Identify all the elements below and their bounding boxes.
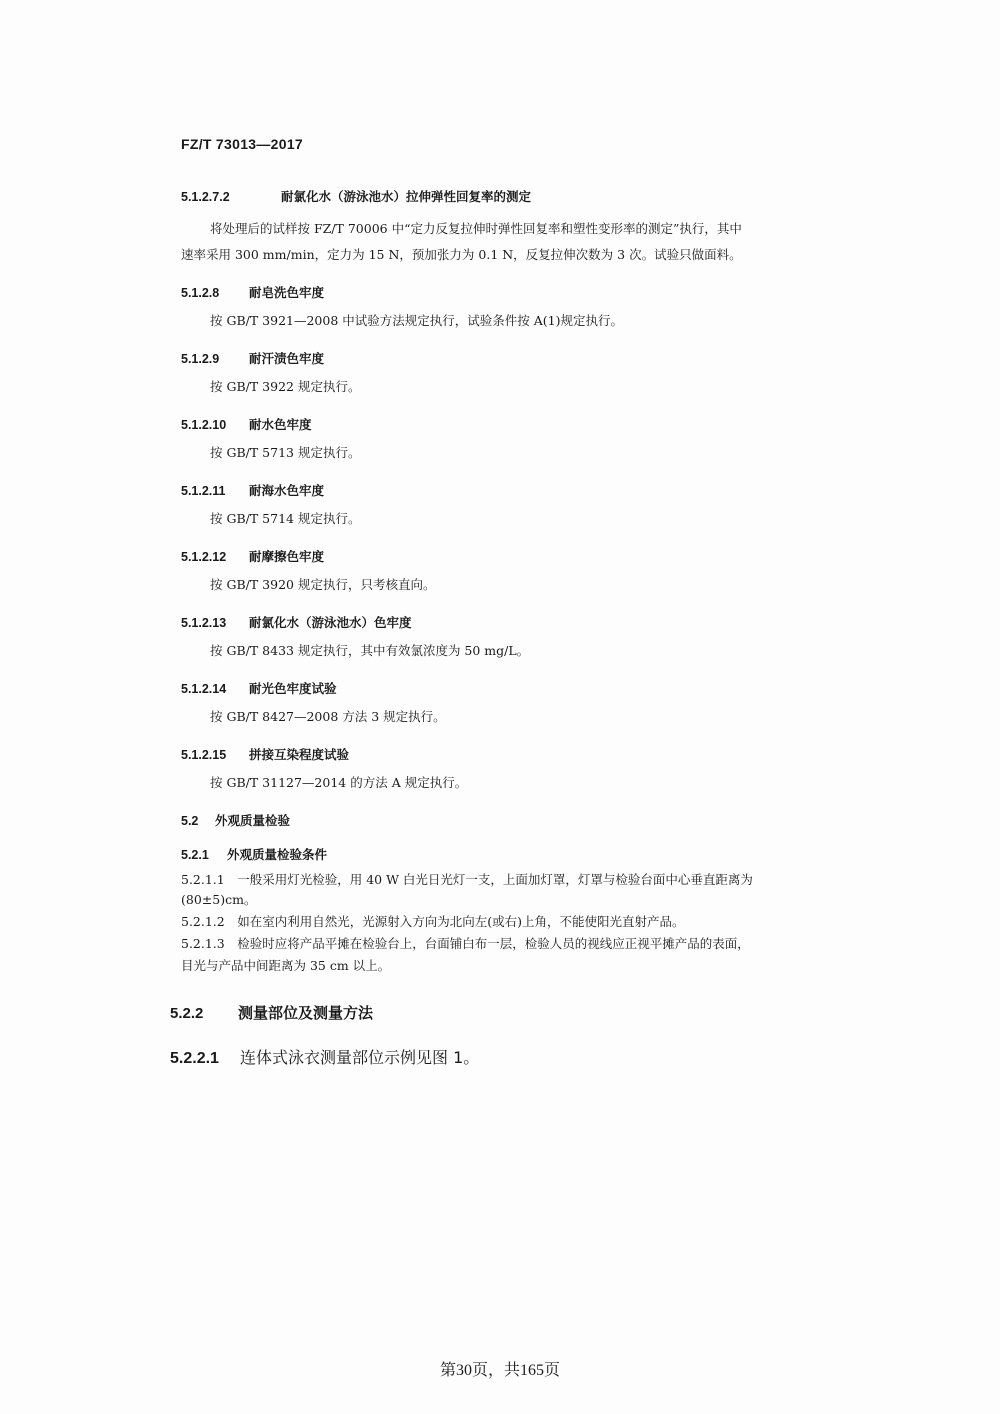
section-heading bbox=[181, 811, 290, 829]
paragraph: 按 GB/T 3920 规定执行，只考核直向。 bbox=[210, 577, 436, 592]
section-number: 5.1.2.8 bbox=[181, 286, 220, 300]
section-title: 耐摩擦色牢度 bbox=[249, 549, 325, 564]
paragraph: 按 GB/T 3921—2008 中试验方法规定执行，试验条件按 A(1)规定执行。 bbox=[210, 313, 623, 328]
section-number: 5.2 bbox=[181, 814, 199, 828]
section-title: 耐氯化水（游泳池水）拉伸弹性回复率的测定 bbox=[281, 189, 532, 204]
clause-line: 目光与产品中间距离为 35 cm 以上。 bbox=[181, 958, 391, 973]
section-title: 耐皂洗色牢度 bbox=[249, 285, 325, 300]
section-title: 耐光色牢度试验 bbox=[249, 681, 337, 696]
section-heading bbox=[181, 547, 324, 565]
clause-line: 5.2.1.2 如在室内利用自然光，光源射入方向为北向左(或右)上角，不能使阳光直射产品。 bbox=[181, 914, 685, 929]
paragraph: 按 GB/T 5713 规定执行。 bbox=[210, 445, 361, 460]
section-heading bbox=[181, 845, 327, 863]
clause-line: 5.2.1.3 检验时应将产品平摊在检验台上，台面铺白布一层，检验人员的视线应正视平摊产品的表面， bbox=[181, 936, 750, 951]
section-title: 耐水色牢度 bbox=[249, 417, 312, 432]
section-heading bbox=[181, 481, 324, 499]
subsection-heading bbox=[170, 1045, 479, 1068]
standard-code: FZ/T 73013—2017 bbox=[181, 136, 304, 152]
section-title: 拼接互染程度试验 bbox=[249, 747, 350, 762]
section-number: 5.1.2.15 bbox=[181, 748, 227, 762]
section-number: 5.1.2.14 bbox=[181, 682, 227, 696]
clause-line: (80±5)cm。 bbox=[181, 892, 257, 907]
paragraph: 按 GB/T 8433 规定执行，其中有效氯浓度为 50 mg/L。 bbox=[210, 643, 530, 658]
section-title: 耐汗渍色牢度 bbox=[249, 351, 325, 366]
paragraph: 按 GB/T 5714 规定执行。 bbox=[210, 511, 361, 526]
paragraph: 按 GB/T 3922 规定执行。 bbox=[210, 379, 361, 394]
paragraph: 按 GB/T 31127—2014 的方法 A 规定执行。 bbox=[210, 775, 468, 790]
section-heading bbox=[181, 679, 337, 697]
section-number: 5.1.2.10 bbox=[181, 418, 227, 432]
section-number: 5.2.1 bbox=[181, 848, 209, 862]
section-number: 5.1.2.12 bbox=[181, 550, 227, 564]
page-footer: 第30页，共165页 bbox=[439, 1362, 560, 1379]
section-heading bbox=[181, 187, 531, 205]
section-heading bbox=[181, 349, 324, 367]
paragraph: 按 GB/T 8427—2008 方法 3 规定执行。 bbox=[210, 709, 446, 724]
clause-line: 5.2.1.1 一般采用灯光检验，用 40 W 白光日光灯一支，上面加灯罩，灯罩与检验台面中心垂直距离为 bbox=[181, 872, 753, 887]
subsection-number: 5.2.2 bbox=[170, 1005, 204, 1022]
paragraph: 速率采用 300 mm/min，定力为 15 N，预加张力为 0.1 N，反复拉伸次数为 3 次。试验只做面料。 bbox=[181, 247, 742, 262]
section-title: 耐海水色牢度 bbox=[249, 483, 325, 498]
section-heading bbox=[181, 613, 412, 631]
section-title: 外观质量检验条件 bbox=[227, 847, 328, 862]
subsection-number: 5.2.2.1 bbox=[170, 1050, 219, 1067]
section-number: 5.1.2.11 bbox=[181, 484, 226, 498]
section-heading bbox=[181, 745, 349, 763]
section-number: 5.1.2.13 bbox=[181, 616, 227, 630]
section-title: 外观质量检验 bbox=[215, 813, 291, 828]
subsection-title: 测量部位及测量方法 bbox=[238, 1004, 374, 1022]
section-number: 5.1.2.7.2 bbox=[181, 190, 230, 204]
subsection-title: 连体式泳衣测量部位示例见图 1。 bbox=[240, 1048, 480, 1067]
subsection-heading bbox=[170, 1002, 373, 1023]
section-title: 耐氯化水（游泳池水）色牢度 bbox=[249, 615, 412, 630]
section-heading bbox=[181, 415, 312, 433]
paragraph: 将处理后的试样按 FZ/T 70006 中“定力反复拉伸时弹性回复率和塑性变形率的测定”执行，其中 bbox=[210, 221, 742, 236]
section-heading bbox=[181, 283, 324, 301]
section-number: 5.1.2.9 bbox=[181, 352, 220, 366]
